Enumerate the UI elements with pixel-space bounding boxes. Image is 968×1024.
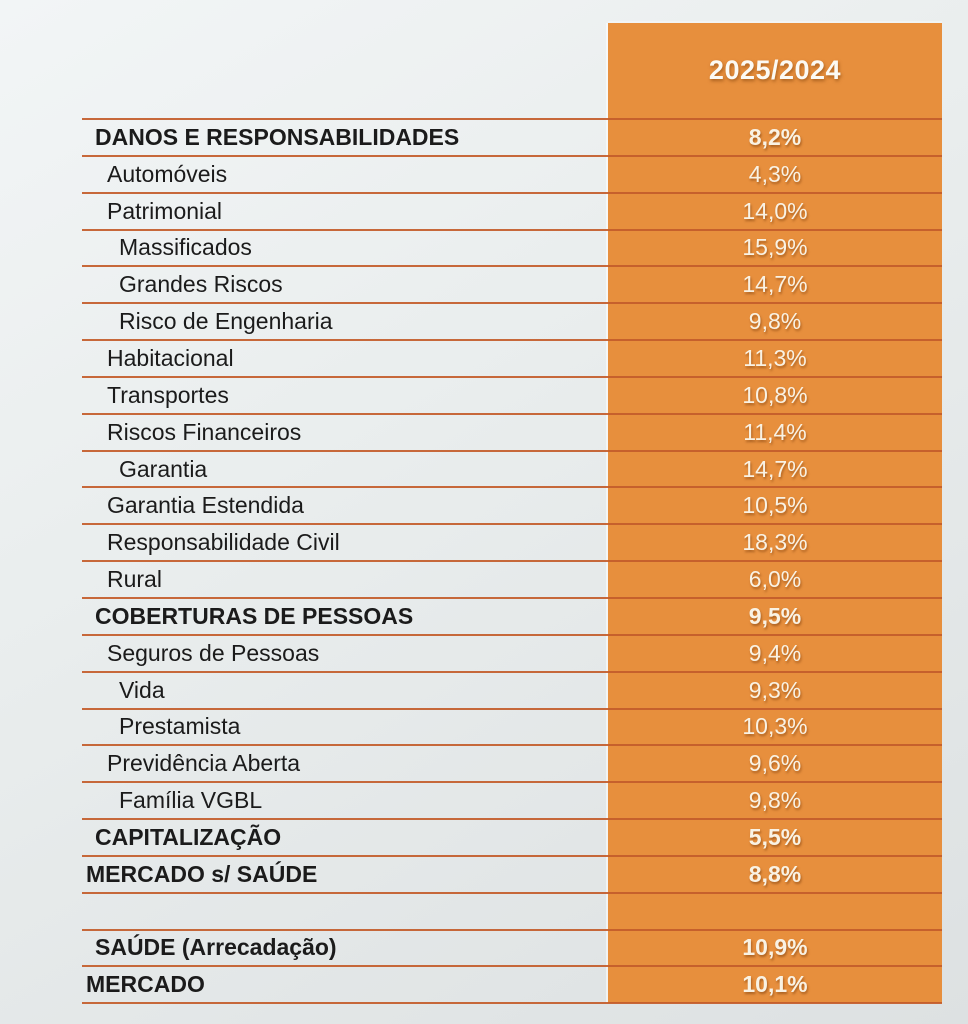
table-row	[82, 710, 942, 747]
row-value: 10,3%	[742, 713, 808, 740]
row-label: Massificados	[119, 234, 252, 261]
table-row	[82, 636, 942, 673]
row-value: 9,8%	[748, 308, 802, 335]
row-value: 5,5%	[748, 823, 802, 850]
row-value: 8,2%	[748, 123, 802, 150]
row-label: Grandes Riscos	[119, 271, 283, 298]
row-label: Família VGBL	[119, 787, 263, 814]
row-value: 4,3%	[748, 160, 802, 187]
row-label: Risco de Engenharia	[119, 308, 333, 335]
table-row	[82, 120, 942, 157]
row-value: 18,3%	[742, 529, 808, 556]
table-row	[82, 746, 942, 783]
row-value: 11,3%	[743, 344, 807, 371]
row-label: Riscos Financeiros	[107, 418, 302, 445]
row-label: Prestamista	[119, 713, 241, 740]
table-row	[82, 304, 942, 341]
table-row	[82, 673, 942, 710]
row-value: 10,1%	[742, 971, 808, 998]
table-row	[82, 267, 942, 304]
row-value: 8,8%	[748, 860, 802, 887]
row-label: Garantia Estendida	[107, 492, 304, 519]
row-value: 10,9%	[742, 934, 808, 961]
row-value: 9,8%	[748, 787, 802, 814]
row-label: DANOS E RESPONSABILIDADES	[95, 123, 460, 150]
table-row	[82, 231, 942, 268]
row-value: 6,0%	[748, 566, 802, 593]
row-value: 9,3%	[748, 676, 802, 703]
table-row	[82, 931, 942, 968]
table-row	[82, 415, 942, 452]
table-row	[82, 967, 942, 1004]
row-value: 11,4%	[743, 418, 807, 445]
row-label: Previdência Aberta	[107, 750, 301, 777]
row-label: MERCADO	[86, 971, 205, 998]
table-row	[82, 378, 942, 415]
row-value: 15,9%	[742, 234, 808, 261]
row-value: 9,6%	[748, 750, 802, 777]
table-row	[82, 157, 942, 194]
table-row	[82, 857, 942, 894]
column-header-label: 2025/2024	[708, 55, 842, 85]
row-value	[608, 894, 942, 929]
row-label: Transportes	[107, 381, 229, 408]
row-label	[82, 894, 608, 929]
row-value: 9,4%	[748, 639, 802, 666]
row-label: Garantia	[119, 455, 208, 482]
table-row	[82, 562, 942, 599]
row-value: 14,7%	[742, 455, 808, 482]
row-label: Patrimonial	[107, 197, 223, 224]
row-label: Responsabilidade Civil	[107, 529, 340, 556]
row-value: 14,0%	[742, 197, 808, 224]
row-label: CAPITALIZAÇÃO	[95, 823, 282, 850]
row-label: COBERTURAS DE PESSOAS	[95, 602, 414, 629]
table-row	[82, 525, 942, 562]
table-row-spacer	[82, 894, 942, 931]
row-value: 10,5%	[742, 492, 808, 519]
row-label: MERCADO s/ SAÚDE	[86, 860, 318, 887]
row-label: Automóveis	[107, 160, 228, 187]
row-value: 14,7%	[742, 271, 808, 298]
row-label: Vida	[119, 676, 165, 703]
row-value: 9,5%	[748, 602, 802, 629]
row-label: SAÚDE (Arrecadação)	[95, 934, 337, 961]
row-label: Seguros de Pessoas	[107, 639, 320, 666]
table-row	[82, 820, 942, 857]
table-row	[82, 341, 942, 378]
table-row	[82, 488, 942, 525]
row-value: 10,8%	[742, 381, 808, 408]
table-row	[82, 783, 942, 820]
column-header	[608, 23, 942, 118]
row-label: Habitacional	[107, 344, 234, 371]
table-row	[82, 599, 942, 636]
table-row	[82, 452, 942, 489]
data-table	[82, 118, 942, 1004]
row-label: Rural	[107, 566, 162, 593]
table-row	[82, 194, 942, 231]
